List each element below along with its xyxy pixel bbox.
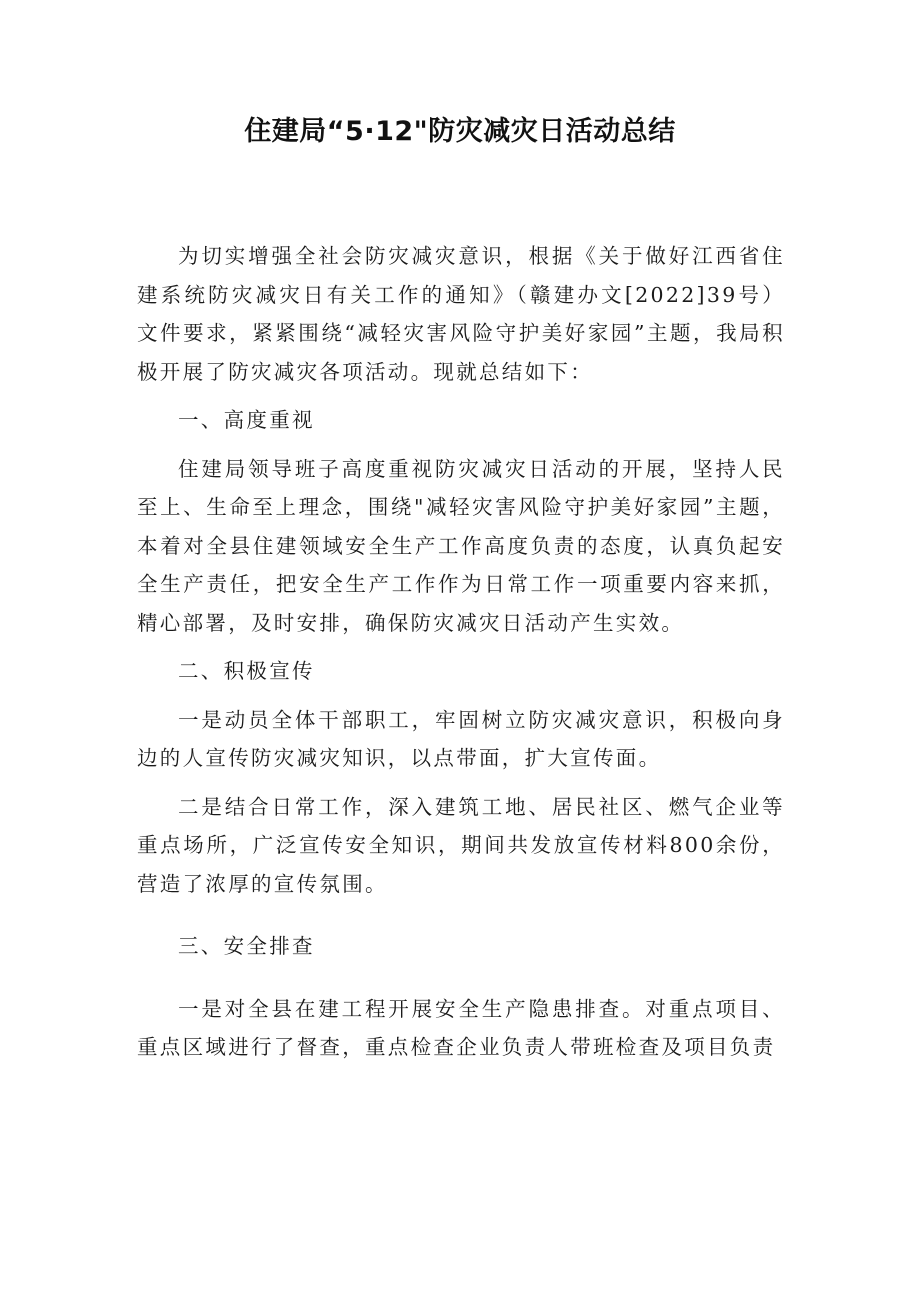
section-heading-2: 二、积极宣传 — [178, 659, 315, 683]
spacer — [137, 976, 785, 990]
document-title: 住建局“5·12"防灾减灾日活动总结 — [244, 116, 676, 147]
section-heading-1: 一、高度重视 — [178, 408, 315, 432]
section-2-paragraph-1: 一是动员全体干部职工，牢固树立防灾减灾意识，积极向身边的人宣传防灾减灾知识，以点带面，扩大宣传面。 — [137, 707, 785, 770]
intro-paragraph: 为切实增强全社会防灾减灾意识，根据《关于做好江西省住建系统防灾减灾日有关工作的通知》（赣建办文[2022]39号）文件要求，紧紧围绕“减轻灾害风险守护美好家园”主题，我局积极开展了防灾减灾各项活动。现就总结如下： — [137, 244, 785, 384]
section-1-paragraph-1: 住建局领导班子高度重视防灾减灾日活动的开展，坚持人民至上、生命至上理念，围绕"减轻灾害风险守护美好家园”主题，本着对全县住建领域安全生产工作高度负责的态度，认真负起安全生产责任，把安全生产工作作为日常工作一项重要内容来抓，精心部署，及时安排，确保防灾减灾日活动产生实效。 — [137, 456, 785, 635]
section-2-paragraph-2: 二是结合日常工作，深入建筑工地、居民社区、燃气企业等重点场所，广泛宣传安全知识，期间共发放宣传材料800余份，营造了浓厚的宣传氛围。 — [137, 794, 785, 896]
section-3-paragraph-1: 一是对全县在建工程开展安全生产隐患排查。对重点项目、重点区域进行了督查，重点检查企业负责人带班检查及项目负责 — [137, 996, 785, 1059]
spacer — [137, 913, 785, 927]
document-body — [137, 237, 785, 1077]
section-heading-3: 三、安全排查 — [178, 934, 315, 958]
